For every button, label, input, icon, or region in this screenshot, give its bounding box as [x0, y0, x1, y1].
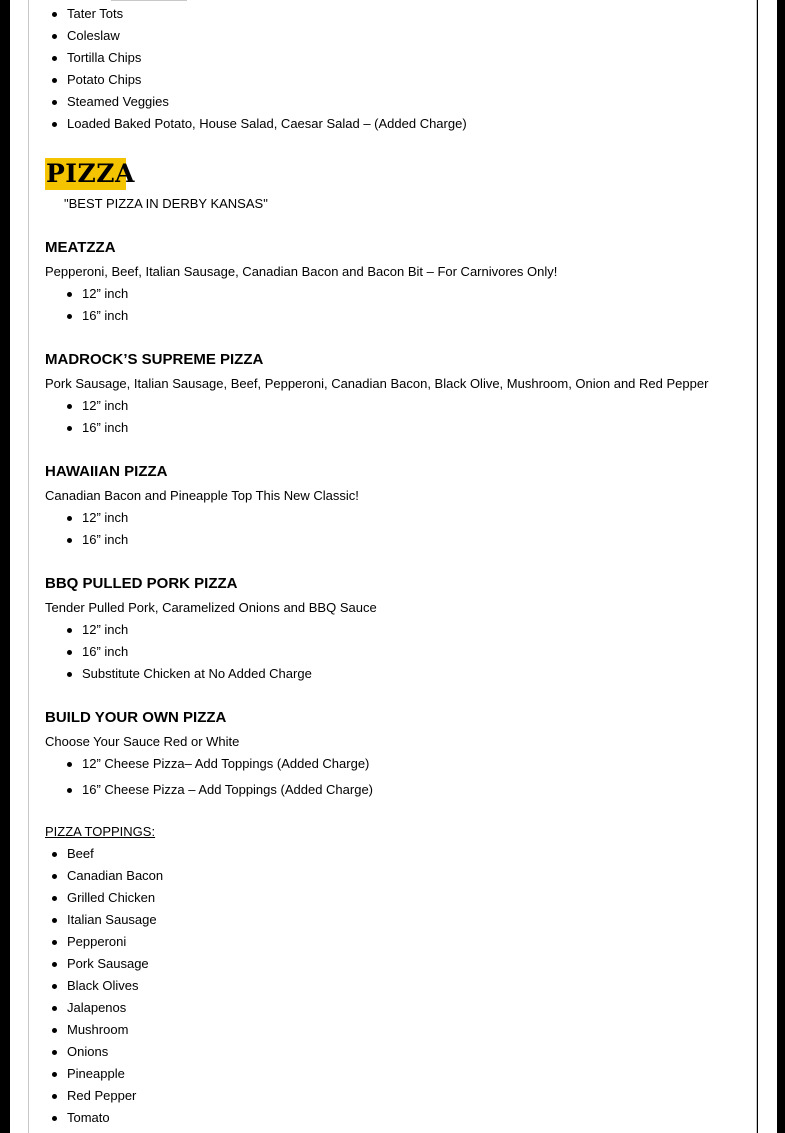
sides-list	[67, 6, 467, 138]
left-margin	[10, 0, 28, 1133]
list-item: Steamed Veggies	[67, 94, 467, 116]
size-option: 12” Cheese Pizza– Add Toppings (Added Charge)	[82, 756, 373, 782]
topping-item: Onions	[67, 1044, 163, 1066]
size-option: 16” inch	[82, 420, 128, 442]
topping-item: Italian Sausage	[67, 912, 163, 934]
cut-off-rule	[111, 0, 187, 1]
topping-item: Mushroom	[67, 1022, 163, 1044]
pizza-description-hawaiian: Canadian Bacon and Pineapple Top This New Classic!	[45, 488, 359, 503]
pizza-title-hawaiian: HAWAIIAN PIZZA	[45, 463, 168, 480]
size-list-supreme	[82, 398, 128, 442]
menu-page	[28, 0, 757, 1133]
topping-item: Red Pepper	[67, 1088, 163, 1110]
topping-item: Tomato	[67, 1110, 163, 1132]
size-option: 16” inch	[82, 532, 128, 554]
topping-item: Black Olives	[67, 978, 163, 1000]
pizza-description-build-your-own: Choose Your Sauce Red or White	[45, 734, 240, 749]
pizza-description-supreme: Pork Sausage, Italian Sausage, Beef, Pepperoni, Canadian Bacon, Black Olive, Mushroom, Onion and Red Pepper	[45, 376, 709, 391]
size-option: 12” inch	[82, 286, 128, 308]
list-item: Loaded Baked Potato, House Salad, Caesar Salad – (Added Charge)	[67, 116, 467, 138]
size-option: 16” Cheese Pizza – Add Toppings (Added Charge)	[82, 782, 373, 804]
list-item: Coleslaw	[67, 28, 467, 50]
list-item: Tater Tots	[67, 6, 467, 28]
topping-item: Beef	[67, 846, 163, 868]
topping-item: Canadian Bacon	[67, 868, 163, 890]
topping-item: Pork Sausage	[67, 956, 163, 978]
topping-item: Grilled Chicken	[67, 890, 163, 912]
topping-item: Pepperoni	[67, 934, 163, 956]
size-option: 12” inch	[82, 622, 312, 644]
size-option: 12” inch	[82, 398, 128, 420]
size-list-build-your-own	[82, 756, 373, 804]
size-option: 16” inch	[82, 644, 312, 666]
size-list-bbq-pulled-pork	[82, 622, 312, 688]
pizza-title-build-your-own: BUILD YOUR OWN PIZZA	[45, 709, 227, 726]
pizza-badge-label: PIZZA	[46, 159, 135, 188]
pizza-title-supreme: MADROCK’S SUPREME PIZZA	[45, 351, 264, 368]
toppings-heading: PIZZA TOPPINGS:	[45, 824, 156, 839]
list-item: Tortilla Chips	[67, 50, 467, 72]
pizza-title-meatzza: MEATZZA	[45, 239, 116, 256]
toppings-list	[67, 846, 163, 1132]
size-option: Substitute Chicken at No Added Charge	[82, 666, 312, 688]
pizza-tagline: "BEST PIZZA IN DERBY KANSAS"	[64, 196, 268, 211]
topping-item: Pineapple	[67, 1066, 163, 1088]
size-list-hawaiian	[82, 510, 128, 554]
list-item: Potato Chips	[67, 72, 467, 94]
pizza-section-badge	[45, 158, 135, 190]
pizza-description-bbq-pulled-pork: Tender Pulled Pork, Caramelized Onions and BBQ Sauce	[45, 600, 377, 615]
size-option: 16” inch	[82, 308, 128, 330]
size-option: 12” inch	[82, 510, 128, 532]
pizza-description-meatzza: Pepperoni, Beef, Italian Sausage, Canadian Bacon and Bacon Bit – For Carnivores Only!	[45, 264, 558, 279]
right-margin	[758, 0, 777, 1133]
topping-item: Jalapenos	[67, 1000, 163, 1022]
pizza-title-bbq-pulled-pork: BBQ PULLED PORK PIZZA	[45, 575, 238, 592]
size-list-meatzza	[82, 286, 128, 330]
